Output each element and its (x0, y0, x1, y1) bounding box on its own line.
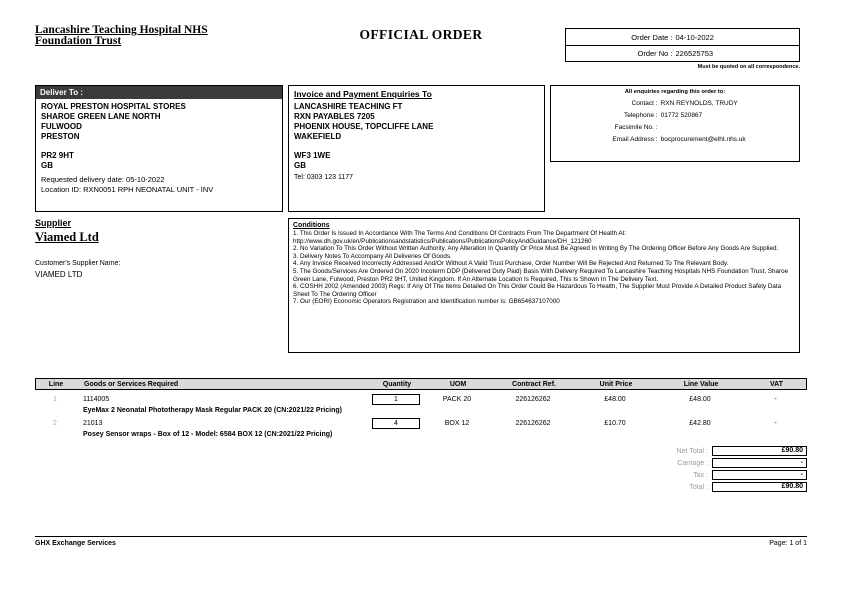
address-line: ROYAL PRESTON HOSPITAL STORES (41, 102, 186, 111)
email-label: Email Address : (612, 136, 658, 143)
line-number: 1 (53, 396, 57, 403)
condition-item: 6. COSHH 2002 (Amended 2003) Regs: If Any Of The Items Detailed On This Order Could Be Hazardous To Health, The Supplier Must Provide A Detailed Product Safety Data Sheet To The Ordering Officer (293, 283, 782, 298)
telephone-label: Telephone : (623, 112, 658, 119)
items-table-header (35, 378, 807, 390)
customer-supplier-label: Customer's Supplier Name: (35, 260, 121, 267)
vat-value: - (774, 420, 777, 427)
enquiries-contact-row (555, 100, 795, 108)
quantity-cell (370, 394, 422, 405)
condition-item: 5. The Goods/Services Are Ordered On 2020 Incoterm DDP (Delivered Duty Paid) Basis With Delivery Required To Lancashire Teaching Hospitals NHS Foundation Trust, Sharoe Green Lane, Fulwood, Preston PR2 9HT, United Kingdom. If An Alternate Location Is Required, This Is Shown In The Delivery Text. (293, 267, 789, 283)
uom-value: PACK 20 (442, 396, 472, 403)
header-uom: UOM (449, 380, 467, 388)
item-code: 1114005 (83, 396, 110, 403)
deliver-postcode: PR2 9HT (41, 151, 74, 160)
document-title: OFFICIAL ORDER (359, 27, 483, 42)
order-no-value: 226525753 (675, 49, 714, 58)
address-line: PHOENIX HOUSE, TOPCLIFFE LANE (294, 122, 434, 131)
item-code: 21013 (83, 420, 103, 427)
total-value: £90.80 (712, 482, 807, 492)
quantity-value: 4 (372, 418, 420, 429)
condition-item: 2. No Variation To This Order Without Written Authority. Any Alteration In Quantity Or Price Must Be Agreed In Writing By The Ordering Officer Before Any Goods Are Supplied. (293, 245, 779, 253)
header-unit-price: Unit Price (599, 380, 633, 388)
line-number: 2 (53, 420, 57, 427)
unit-price-value: £10.70 (604, 420, 626, 427)
carriage-row (677, 458, 807, 468)
footer-divider (35, 536, 807, 537)
supplier-name: Viamed Ltd (35, 230, 99, 244)
address-line: SHAROE GREEN LANE NORTH (41, 112, 161, 121)
facsimile-value (661, 124, 795, 132)
supplier-heading: Supplier (35, 218, 72, 228)
header-contract-ref: Contract Ref. (512, 380, 556, 388)
total-label: Total : (689, 483, 708, 491)
tax-label: Tax : (693, 471, 708, 479)
enquiries-heading: All enquiries regarding this order to: (624, 89, 726, 95)
table-row (35, 418, 807, 438)
contact-value: RXN REYNOLDS, TRUDY (660, 100, 738, 107)
invoice-postcode: WF3 1WE (294, 151, 331, 160)
header-goods: Goods or Services Required (84, 380, 179, 388)
item-description: EyeMax 2 Neonatal Phototherapy Mask Regular PACK 20 (CN:2021/22 Pricing) (83, 407, 342, 414)
condition-item: 7. Our (EORI) Economic Operators Registration and Identification number is: GB654637107000 (293, 298, 560, 306)
invoice-telephone: Tel: 0303 123 1177 (294, 174, 354, 181)
requested-delivery-date: Requested delivery date: 05-10-2022 (41, 175, 165, 184)
enquiries-telephone-row (555, 112, 795, 120)
quote-note: Must be quoted on all correspondence. (697, 64, 800, 70)
location-id: Location ID: RXN0051 RPH NEONATAL UNIT - INV (41, 185, 214, 194)
net-total-label: Net Total : (676, 447, 708, 455)
spacer (41, 142, 277, 151)
spacer (294, 142, 539, 151)
tax-value: - (712, 470, 807, 480)
totals-section (677, 446, 807, 494)
item-values-row (35, 394, 807, 405)
item-values-row (35, 418, 807, 429)
address-line: PRESTON (41, 132, 80, 141)
deliver-to-address (36, 99, 282, 198)
table-row (35, 394, 807, 414)
header-quantity: Quantity (382, 380, 412, 388)
items-table (35, 378, 807, 438)
uom-value: BOX 12 (444, 420, 470, 427)
enquiries-email-row (555, 136, 795, 144)
contact-label: Contact : (631, 100, 658, 107)
page-number: Page: 1 of 1 (769, 540, 807, 547)
enquiries-section (550, 85, 800, 162)
quantity-value: 1 (372, 394, 420, 405)
unit-price-value: £48.00 (604, 396, 626, 403)
order-no-label: Order No : (637, 49, 673, 58)
invoice-enquiries-title: Invoice and Payment Enquiries To (294, 89, 432, 99)
carriage-value: - (712, 458, 807, 468)
address-line: RXN PAYABLES 7205 (294, 112, 375, 121)
order-info-box (565, 28, 800, 62)
conditions-heading: Conditions (293, 222, 330, 229)
address-line: WAKEFIELD (294, 132, 342, 141)
email-value: bocprocurement@elht.nhs.uk (660, 136, 746, 143)
carriage-label: Carriage : (677, 459, 708, 467)
customer-supplier-name: VIAMED LTD (35, 270, 83, 279)
header-vat: VAT (770, 380, 783, 388)
footer-service-name: GHX Exchange Services (35, 540, 116, 547)
telephone-value: 01772 520867 (660, 112, 703, 119)
contract-ref-value: 226126262 (515, 420, 551, 427)
condition-item: 4. Any Invoice Received Incorrectly Addressed And/Or Without A Valid Trust Purchase, Order Number Will Be Rejected And Returned To The Relevant Body. (293, 260, 729, 268)
order-date-label: Order Date : (631, 32, 673, 42)
conditions-section (288, 218, 800, 353)
supplier-section (35, 218, 280, 279)
quantity-cell (370, 418, 422, 429)
tax-row (677, 470, 807, 480)
deliver-to-section (35, 85, 283, 212)
address-line: FULWOOD (41, 122, 82, 131)
contract-ref-value: 226126262 (515, 396, 551, 403)
line-value: £42.80 (689, 420, 711, 427)
order-no-row (566, 45, 799, 61)
org-name-line2: Foundation Trust (35, 35, 122, 47)
order-date-value: 04-10-2022 (675, 32, 714, 42)
deliver-to-header: Deliver To : (36, 86, 282, 99)
condition-item: 3. Delivery Notes To Accompany All Deliveries Of Goods. (293, 252, 452, 260)
invoice-enquiries-section (288, 85, 545, 212)
header-line: Line (48, 380, 64, 388)
facsimile-label: Facsimile No. : (614, 124, 658, 131)
deliver-country: GB (41, 161, 53, 170)
condition-item: 1. This Order Is Issued In Accordance With The Terms And Conditions Of Contracts From The Department Of Health At: http://www.dh.gov.uk/en/Publicationsandstatistics/Publications/PublicationsPolicyAndGuidance/DH_121260 (293, 230, 627, 245)
net-total-value: £90.80 (712, 446, 807, 456)
address-line: LANCASHIRE TEACHING FT (294, 102, 403, 111)
header-line-value: Line Value (683, 380, 719, 388)
line-value: £48.00 (689, 396, 711, 403)
total-row (677, 482, 807, 492)
vat-value: - (774, 396, 777, 403)
org-name-line1: Lancashire Teaching Hospital NHS (35, 24, 208, 36)
enquiries-facsimile-row (555, 124, 795, 132)
item-description: Posey Sensor wraps - Box of 12 - Model: 6584 BOX 12 (CN:2021/22 Pricing) (83, 431, 333, 438)
order-date-row (566, 29, 799, 45)
net-total-row (677, 446, 807, 456)
invoice-country: GB (294, 161, 306, 170)
